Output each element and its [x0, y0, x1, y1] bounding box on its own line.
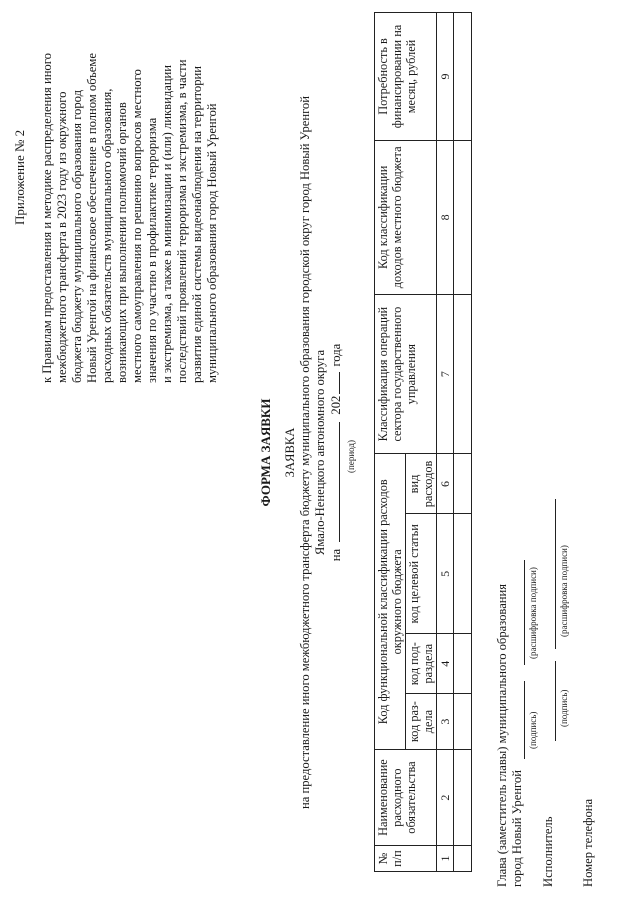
request-line-1: на предоставление иного межбюджетного трансферта бюджету муниципального образования городской округ город Новый Уренгой [298, 96, 312, 809]
appendix-line: к Правилам предоставления и методике распределения иного [39, 53, 54, 383]
request-heading [283, 0, 359, 905]
header-cell-podrazdel: код под-раздела [406, 634, 437, 694]
period-year-prefix: 202 [329, 395, 343, 415]
appendix-block [12, 23, 220, 383]
empty-cell [454, 454, 472, 514]
executor-decode-line [554, 499, 556, 649]
column-number: 4 [437, 634, 454, 694]
column-number: 9 [437, 13, 454, 141]
header-cell-razdel: код раз-дела [406, 694, 437, 750]
head-decode-caption: (расшифровка подписи) [528, 567, 538, 659]
header-row [375, 13, 406, 872]
head-label-line-2: город Новый Уренгой [510, 770, 524, 887]
appendix-line: последствий проявлений терроризма и экстремизма, в части [174, 59, 189, 383]
period-year-suffix: года [329, 343, 343, 367]
executor-sign-caption: (подпись) [559, 689, 569, 727]
period-blank [328, 422, 340, 542]
empty-cell [454, 846, 472, 872]
column-number: 1 [437, 846, 454, 872]
header-cell-kosgu: Классификация операций сектора государственного управления [375, 294, 437, 454]
column-number: 2 [437, 750, 454, 846]
header-cell-no: № п/п [375, 846, 437, 872]
appendix-line: бюджета бюджету муниципального образования город [69, 90, 84, 383]
request-line-2: Ямало-Ненецкого автономного округа [313, 349, 327, 556]
header-cell-income: Код классификации доходов местного бюджета [375, 140, 437, 294]
request-table [374, 12, 472, 872]
header-cell-func: Код функциональной классификации расходов окружного бюджета [375, 454, 406, 750]
head-label-line-1: Глава (заместитель главы) муниципального образования [495, 583, 509, 887]
request-title: ЗАЯВКА [283, 427, 297, 478]
column-number: 6 [437, 454, 454, 514]
appendix-line: значения по участию в профилактике терроризма [144, 117, 159, 383]
head-sign-caption: (подпись) [528, 711, 538, 749]
column-number: 7 [437, 294, 454, 454]
empty-cell [454, 634, 472, 694]
executor-decode-caption: (расшифровка подписи) [559, 545, 569, 637]
form-title: ФОРМА ЗАЯВКИ [258, 398, 273, 507]
appendix-line: возникающих при выполнении полномочий органов [114, 102, 129, 383]
appendix-line: муниципального образования город Новый Уренгой [204, 103, 219, 383]
header-cell-name: Наименование расходного обязательства [375, 750, 437, 846]
empty-cell [454, 13, 472, 141]
appendix-line: межбюджетного трансферта в 2023 году из окружного [54, 91, 69, 383]
period-caption: (период) [346, 440, 356, 473]
head-label [495, 584, 525, 887]
appendix-line: местного самоуправления по решению вопросов местного [129, 69, 144, 383]
appendix-line: развития единой системы видеонаблюдения на территории [189, 65, 204, 383]
executor-label: Исполнитель [541, 816, 555, 887]
empty-cell [454, 750, 472, 846]
period-on: на [329, 548, 343, 562]
executor-sign-line [554, 661, 556, 741]
signature-block [495, 187, 611, 887]
empty-row [454, 13, 472, 872]
signature-executor [541, 187, 581, 887]
head-sign-line [523, 681, 525, 759]
head-decode-line [523, 560, 525, 665]
phone-label: Номер телефона [581, 798, 595, 887]
appendix-line: расходных обязательств муниципального образования, [99, 88, 114, 383]
appendix-number: Приложение № 2 [12, 129, 27, 225]
column-number: 3 [437, 694, 454, 750]
empty-cell [454, 294, 472, 454]
column-number-row [437, 13, 454, 872]
signature-phone [581, 187, 611, 887]
header-cell-target: код целевой статьи [406, 514, 437, 634]
header-cell-vid: вид расходов [406, 454, 437, 514]
request-period [328, 0, 344, 905]
empty-cell [454, 140, 472, 294]
column-number: 8 [437, 140, 454, 294]
empty-cell [454, 694, 472, 750]
signature-head [495, 187, 541, 887]
empty-cell [454, 514, 472, 634]
column-number: 5 [437, 514, 454, 634]
header-cell-need: Потребность в финансировании на месяц, рублей [375, 13, 437, 141]
year-blank [328, 372, 340, 394]
appendix-line: и экстремизма, а также в минимизации и (или) ликвидации [159, 64, 174, 383]
appendix-line: Новый Уренгой на финансовое обеспечение в полном объеме [84, 53, 99, 383]
